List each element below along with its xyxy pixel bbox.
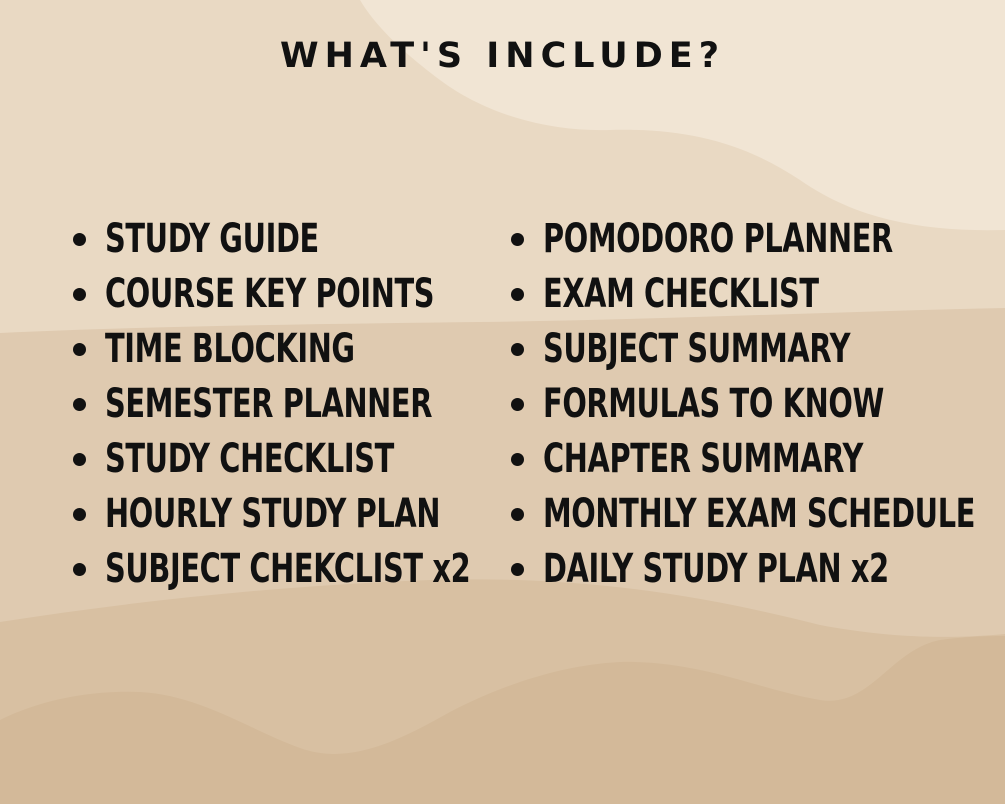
bullet-icon <box>511 233 524 246</box>
list-item-label: CHAPTER SUMMARY <box>543 436 863 482</box>
bullet-icon <box>73 453 86 466</box>
list-item-label: SUBJECT CHEKCLIST x2 <box>105 546 471 592</box>
bullet-icon <box>511 508 524 521</box>
list-item-label: COURSE KEY POINTS <box>105 271 435 317</box>
bullet-icon <box>73 343 86 356</box>
list-item-label: FORMULAS TO KNOW <box>543 381 884 427</box>
bullet-icon <box>73 563 86 576</box>
bullet-icon <box>511 343 524 356</box>
list-item-label: EXAM CHECKLIST <box>543 271 819 317</box>
list-item-label: HOURLY STUDY PLAN <box>105 491 441 537</box>
bullet-icon <box>511 288 524 301</box>
bullet-icon <box>73 288 86 301</box>
bullet-icon <box>511 453 524 466</box>
list-item-label: DAILY STUDY PLAN x2 <box>543 546 889 592</box>
bullet-icon <box>511 563 524 576</box>
list-item-label: STUDY CHECKLIST <box>105 436 394 482</box>
list-item-label: POMODORO PLANNER <box>543 216 893 262</box>
list-item-label: TIME BLOCKING <box>105 326 355 372</box>
page-title: WHAT'S INCLUDE? <box>280 36 725 76</box>
list-item-label: SUBJECT SUMMARY <box>543 326 851 372</box>
list-item-label: SEMESTER PLANNER <box>105 381 433 427</box>
bullet-icon <box>73 508 86 521</box>
list-item-label: MONTHLY EXAM SCHEDULE <box>543 491 976 537</box>
bullet-icon <box>511 398 524 411</box>
bullet-icon <box>73 233 86 246</box>
bullet-icon <box>73 398 86 411</box>
list-item-label: STUDY GUIDE <box>105 216 319 262</box>
